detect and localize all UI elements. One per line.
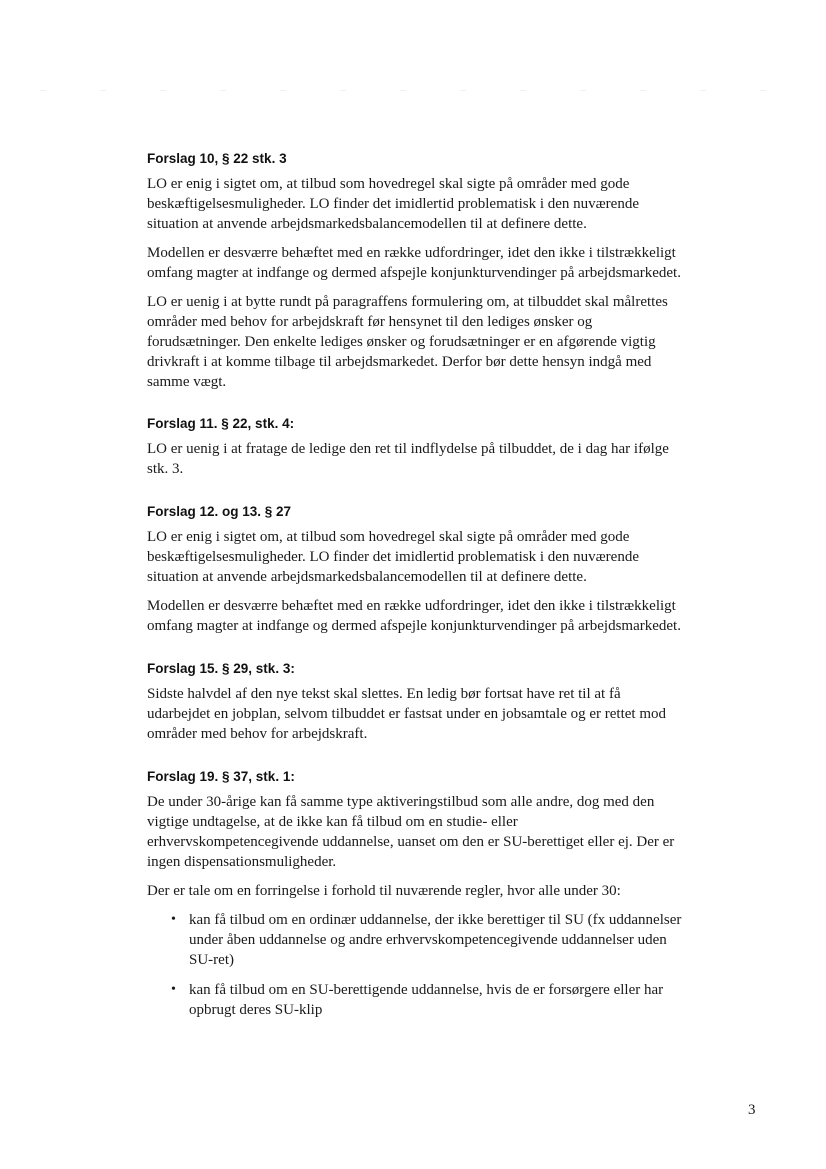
paragraph: LO er enig i sigtet om, at tilbud som hovedregel skal sigte på områder med gode beskæftigelsesmuligheder. LO finder det imidlertid problematisk i den nuværende situation at anvende arbejdsmarkedsbalancemodellen til at definere dette. <box>147 529 639 585</box>
section-heading: Forslag 19. § 37, stk. 1: <box>147 769 295 784</box>
page-number: 3 <box>748 1102 756 1118</box>
paragraph: Der er tale om en forringelse i forhold til nuværende regler, hvor alle under 30: <box>147 883 621 899</box>
scan-artifact-line <box>40 90 780 91</box>
paragraph: LO er uenig i at bytte rundt på paragraffens formulering om, at tilbuddet skal målrettes områder med behov for arbejdskraft før hensynet til den lediges ønsker og forudsætninger. Den enkelte lediges ønsker og forudsætninger er en afgørende vigtig drivkraft i at komme tilbage til arbejdsmarkedet. Derfor bør dette hensyn indgå med samme vægt. <box>147 294 668 390</box>
section-forslag-11 <box>147 415 687 479</box>
section-heading: Forslag 10, § 22 stk. 3 <box>147 151 287 166</box>
section-heading: Forslag 12. og 13. § 27 <box>147 504 292 519</box>
list-item-text: kan få tilbud om en ordinær uddannelse, der ikke berettiger til SU (fx uddannelser under åben uddannelse og andre erhvervskompetencegivende uddannelser uden SU-ret) <box>189 912 682 968</box>
section-forslag-15 <box>147 660 687 744</box>
document-body <box>147 150 687 1044</box>
section-heading: Forslag 11. § 22, stk. 4: <box>147 416 295 431</box>
bullet-icon: • <box>171 982 176 997</box>
list-item <box>147 980 687 1020</box>
paragraph: LO er uenig i at fratage de ledige den ret til indflydelse på tilbuddet, de i dag har ifølge stk. 3. <box>147 441 669 477</box>
bullet-list <box>147 910 687 1020</box>
paragraph: Modellen er desværre behæftet med en række udfordringer, idet den ikke i tilstrækkeligt omfang magter at indfange og dermed afspejle konjunkturvendinger på arbejdsmarkedet. <box>147 245 681 281</box>
section-heading: Forslag 15. § 29, stk. 3: <box>147 661 295 676</box>
paragraph: Sidste halvdel af den nye tekst skal slettes. En ledig bør fortsat have ret til at få udarbejdet en jobplan, selvom tilbuddet er fastsat under en jobsamtale og er rettet mod områder med behov for arbejdskraft. <box>147 686 667 742</box>
paragraph: De under 30-årige kan få samme type aktiveringstilbud som alle andre, dog med den vigtige undtagelse, at de ikke kan få tilbud om en studie- eller erhvervskompetencegivende uddannelse, uanset om den er SU-berettiget eller ej. Der er ingen dispensationsmuligheder. <box>147 794 675 870</box>
list-item <box>147 910 687 970</box>
paragraph: Modellen er desværre behæftet med en række udfordringer, idet den ikke i tilstrækkeligt omfang magter at indfange og dermed afspejle konjunkturvendinger på arbejdsmarkedet. <box>147 598 681 634</box>
section-forslag-12-13 <box>147 503 687 636</box>
section-forslag-19 <box>147 768 687 1020</box>
section-forslag-10 <box>147 150 687 392</box>
bullet-icon: • <box>171 912 176 927</box>
list-item-text: kan få tilbud om en SU-berettigende uddannelse, hvis de er forsørgere eller har opbrugt deres SU-klip <box>189 982 664 1018</box>
paragraph: LO er enig i sigtet om, at tilbud som hovedregel skal sigte på områder med gode beskæftigelsesmuligheder. LO finder det imidlertid problematisk i den nuværende situation at anvende arbejdsmarkedsbalancemodellen til at definere dette. <box>147 176 639 232</box>
